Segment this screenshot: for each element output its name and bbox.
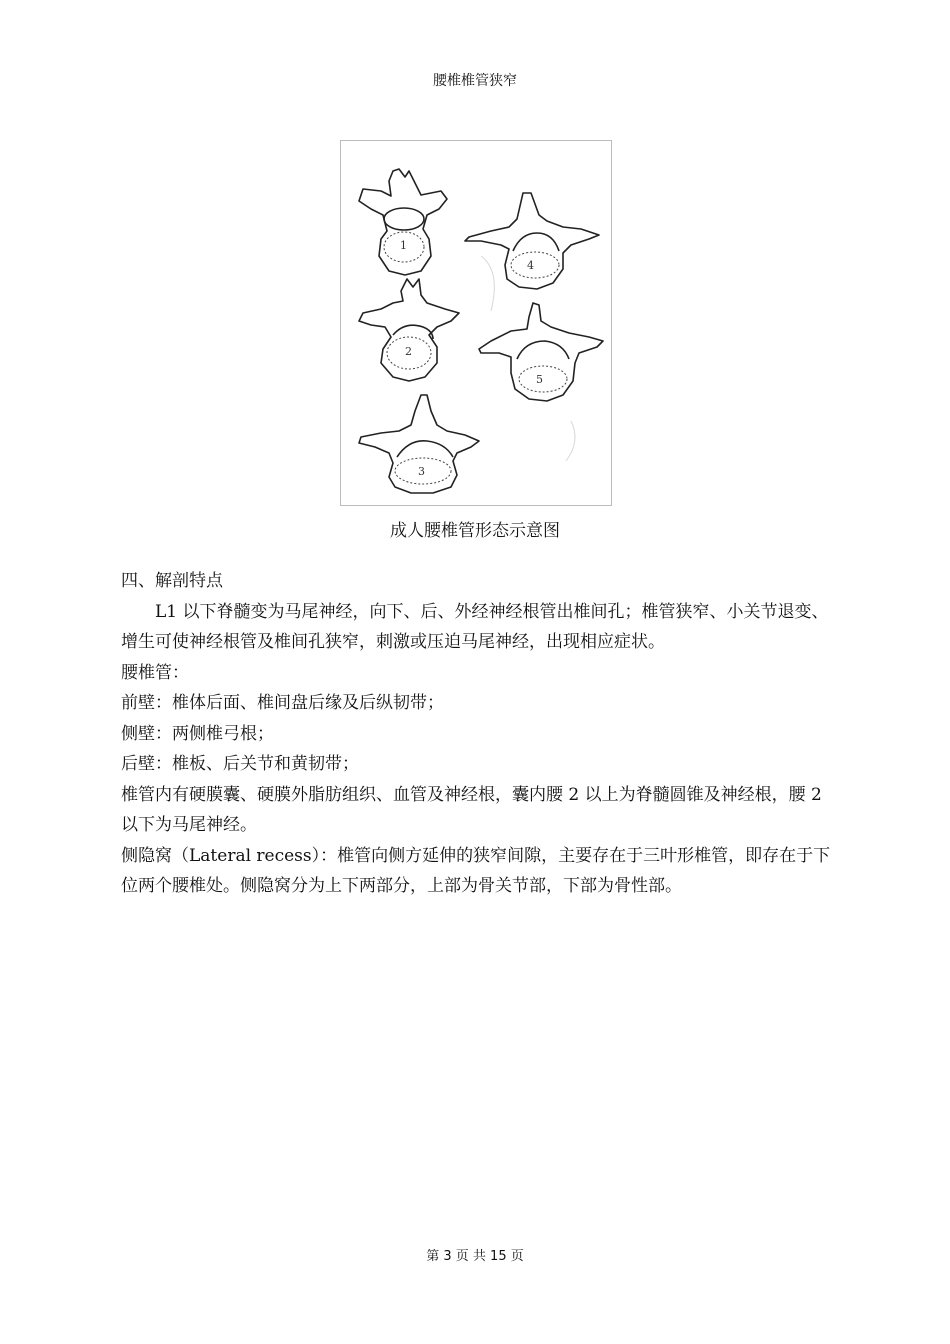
- label-4: 4: [527, 259, 534, 272]
- paragraph-lateral-wall: 侧壁：两侧椎弓根；: [121, 723, 274, 744]
- vertebra-4: [465, 193, 599, 289]
- figure-caption: 成人腰椎管形态示意图: [390, 521, 560, 541]
- vertebra-5: [479, 303, 603, 401]
- page-number: 第 3 页 共 15 页: [426, 1249, 524, 1264]
- label-2: 2: [405, 345, 412, 358]
- vertebra-3: [359, 395, 479, 493]
- paragraph-posterior-wall: 后壁：椎板、后关节和黄韧带；: [121, 754, 359, 774]
- page-header: 腰椎椎管狭窄: [433, 73, 517, 89]
- vertebra-2: [359, 279, 459, 381]
- section-title: 四、解剖特点: [121, 571, 223, 591]
- paragraph-anterior-wall: 前壁：椎体后面、椎间盘后缘及后纵韧带；: [121, 693, 444, 713]
- label-1: 1: [400, 239, 407, 252]
- paragraph-lateral-recess: 侧隐窝（Lateral recess）：椎管向侧方延伸的狭窄间隙，主要存在于三叶形椎管，即存在于下位两个腰椎处。侧隐窝分为上下两部分，上部为骨关节部，下部为骨性部。: [121, 845, 831, 896]
- label-5: 5: [536, 373, 543, 386]
- vertebra-figure: [340, 140, 612, 506]
- paragraph-intro: L1 以下脊髓变为马尾神经，向下、后、外经神经根管出椎间孔；椎管狭窄、小关节退变、增生可使神经根管及椎间孔狭窄，刺激或压迫马尾神经，出现相应症状。: [121, 601, 829, 652]
- label-3: 3: [418, 465, 425, 478]
- paragraph-canal-contents: 椎管内有硬膜囊、硬膜外脂肪组织、血管及神经根，囊内腰 2 以上为脊髓圆锥及神经根，腰 2 以下为马尾神经。: [121, 784, 822, 835]
- vertebra-1: [359, 169, 447, 275]
- paragraph-canal-heading: 腰椎管：: [121, 662, 189, 683]
- vertebra-illustration: [341, 141, 611, 505]
- document-body: [121, 566, 833, 902]
